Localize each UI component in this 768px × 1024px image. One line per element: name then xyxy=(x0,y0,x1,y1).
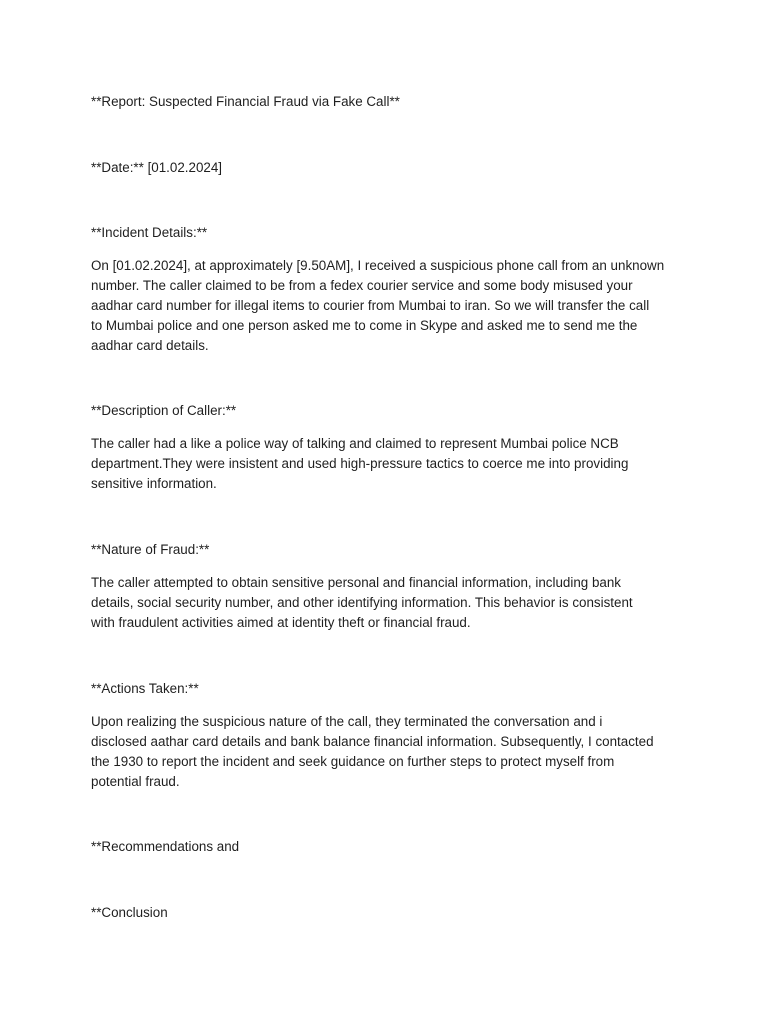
paragraph-line: potential fraud. xyxy=(91,774,180,789)
paragraph-line: the 1930 to report the incident and seek guidance on further steps to protect myself from xyxy=(91,754,615,769)
paragraph-line: sensitive information. xyxy=(91,476,217,491)
paragraph-line: number. The caller claimed to be from a fedex courier service and some body misused your xyxy=(91,278,633,293)
paragraph-line: to Mumbai police and one person asked me to come in Skype and asked me to send me the xyxy=(91,318,638,333)
paragraph-line: department.They were insistent and used high-pressure tactics to coerce me into providing xyxy=(91,456,629,471)
paragraph-line: with fraudulent activities aimed at identity theft or financial fraud. xyxy=(91,615,471,630)
caller-description-paragraph xyxy=(91,434,691,494)
paragraph-line: details, social security number, and other identifying information. This behavior is consistent xyxy=(91,595,633,610)
paragraph-line: The caller had a like a police way of talking and claimed to represent Mumbai police NCB xyxy=(91,436,619,451)
paragraph-line: aadhar card details. xyxy=(91,338,209,353)
paragraph-line: disclosed aathar card details and bank balance financial information. Subsequently, I contacted xyxy=(91,734,654,749)
conclusion-heading: **Conclusion xyxy=(91,905,168,920)
incident-details-heading: **Incident Details:** xyxy=(91,225,208,240)
nature-of-fraud-paragraph xyxy=(91,573,691,633)
report-date: **Date:** [01.02.2024] xyxy=(91,160,223,175)
paragraph-line: The caller attempted to obtain sensitive personal and financial information, including bank xyxy=(91,575,621,590)
paragraph-line: On [01.02.2024], at approximately [9.50AM], I received a suspicious phone call from an unknown xyxy=(91,258,665,273)
caller-description-heading: **Description of Caller:** xyxy=(91,403,237,418)
incident-details-paragraph xyxy=(91,256,691,356)
report-title: **Report: Suspected Financial Fraud via Fake Call** xyxy=(91,94,400,109)
actions-taken-heading: **Actions Taken:** xyxy=(91,681,199,696)
recommendations-heading: **Recommendations and xyxy=(91,839,240,854)
actions-taken-paragraph xyxy=(91,712,691,792)
paragraph-line: Upon realizing the suspicious nature of the call, they terminated the conversation and i xyxy=(91,714,603,729)
paragraph-line: aadhar card number for illegal items to courier from Mumbai to iran. So we will transfer the call xyxy=(91,298,650,313)
nature-of-fraud-heading: **Nature of Fraud:** xyxy=(91,542,210,557)
